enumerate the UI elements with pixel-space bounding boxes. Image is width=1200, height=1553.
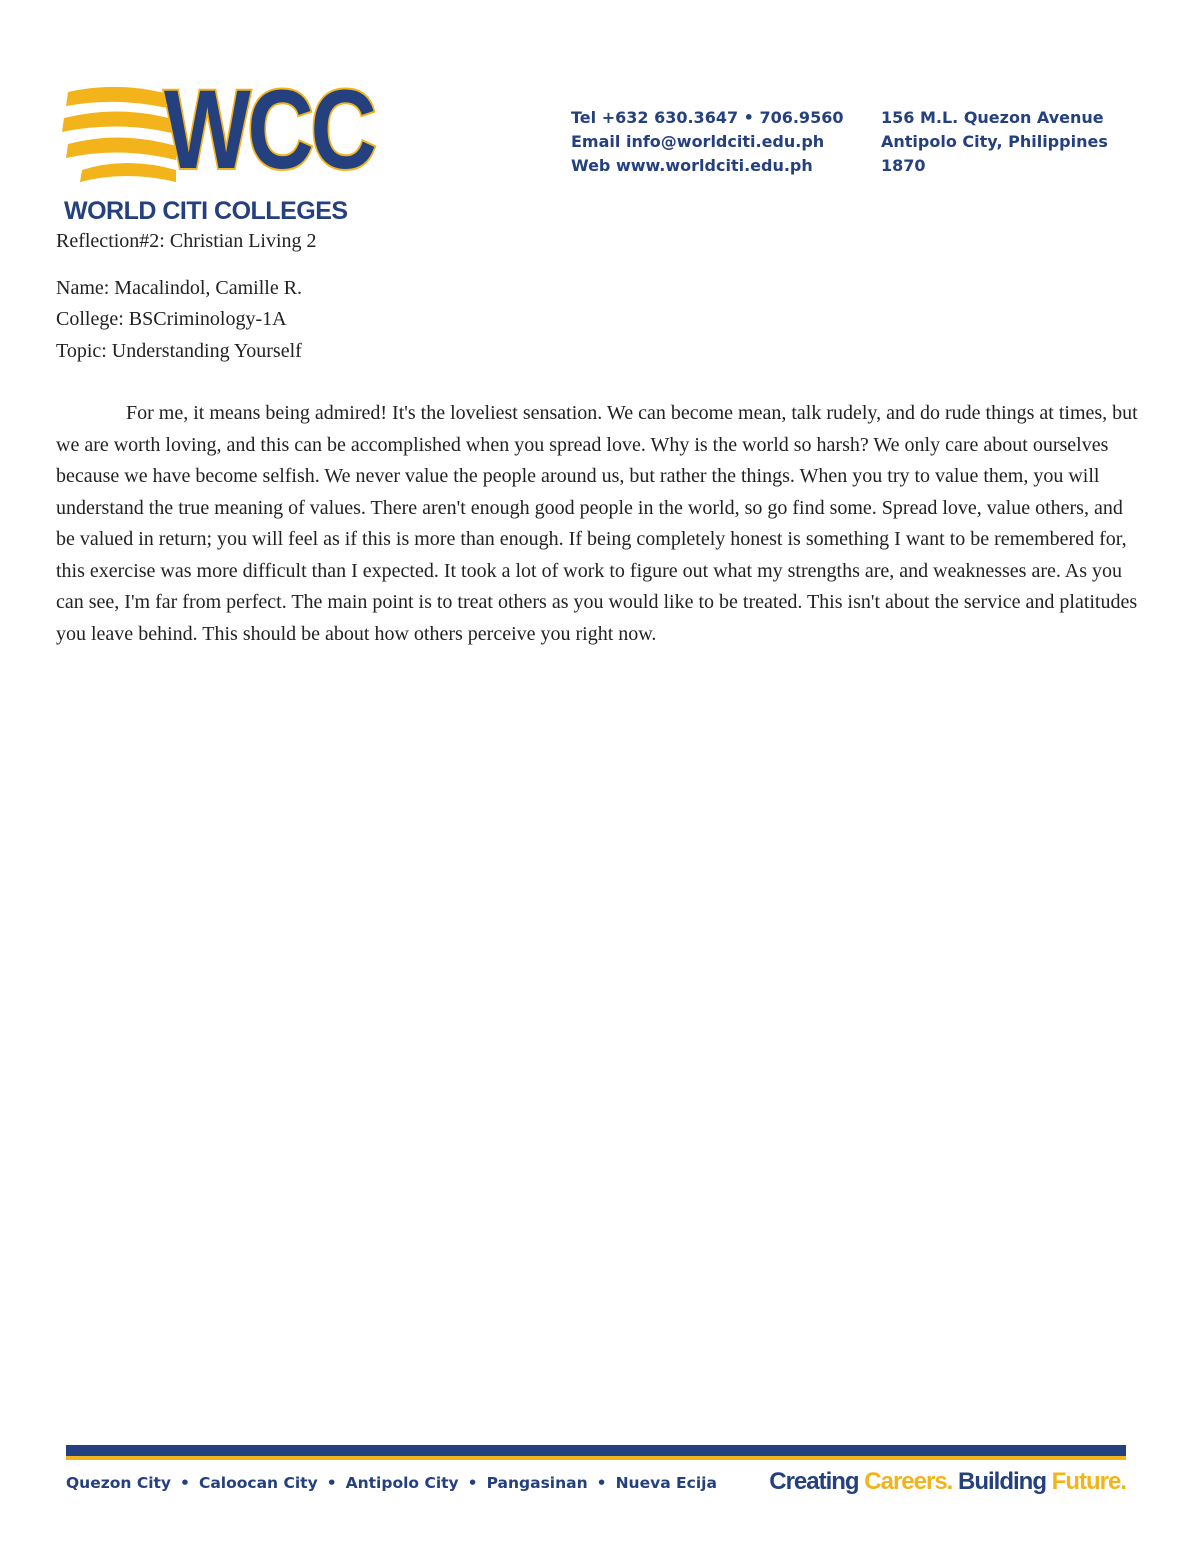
college-slogan [769,1468,1126,1496]
location-item: Antipolo City [345,1474,459,1492]
reflection-body: For me, it means being admired! It's the loveliest sensation. We can become mean, talk rudely, and do rude things at times, but we are worth loving, and this can be accomplished when you spread love. Why is the world so harsh? We only care about ourselves because we have become selfish. We never value the people around us, but rather the things. When you try to value them, you will understand the true meaning of values. There aren't enough good people in the world, so go find some. Spread love, value others, and be valued in return; you will feel as if this is more than enough. If being completely honest is something I want to be remembered for, this exercise was more difficult than I expected. It took a lot of work to figure out what my strengths are, and weaknesses are. As you can see, I'm far from perfect. The main point is to treat others as you would like to be treated. This isn't about the service and platitudes you leave behind. This should be about how others perceive you right now. [56,402,1138,645]
address-line-2: Antipolo City, Philippines [881,132,1108,151]
location-item: Caloocan City [198,1474,318,1492]
campus-locations [66,1474,717,1492]
tel-line [571,106,843,130]
web-label: Web [571,156,611,175]
address-info [881,106,1108,178]
slogan-building: Building [958,1468,1046,1495]
address-line-3: 1870 [881,156,926,175]
location-item: Pangasinan [486,1474,588,1492]
web-line [571,154,843,178]
bullet-separator: • [596,1474,607,1492]
slogan-careers: Careers. [864,1468,953,1495]
footer-divider [66,1445,1126,1461]
student-college: College: BSCriminology-1A [56,308,287,330]
student-name: Name: Macalindol, Camille R. [56,276,303,299]
tel-label: Tel [571,108,597,127]
slogan-future: Future. [1051,1468,1126,1495]
email-line [571,130,843,154]
email-label: Email [571,132,621,151]
document-topic: Topic: Understanding Yourself [56,339,302,362]
college-logo [60,67,374,229]
footer-divider-blue [66,1445,1126,1456]
address-line-1: 156 M.L. Quezon Avenue [881,108,1104,127]
college-name: WORLD CITI COLLEGES [64,197,348,225]
slogan-creating: Creating [769,1468,859,1495]
footer-divider-gold [66,1456,1126,1460]
bullet-separator: • [326,1474,337,1492]
web-value[interactable]: www.worldciti.edu.ph [615,156,813,175]
email-value[interactable]: info@worldciti.edu.ph [625,132,825,151]
location-item: Quezon City [66,1474,172,1492]
contact-info [571,106,843,178]
location-item: Nueva Ecija [615,1474,717,1492]
logo-letters: WCC [164,67,374,192]
bullet-separator: • [467,1474,478,1492]
bullet-separator: • [180,1474,190,1492]
tel-value: +632 630.3647 • 706.9560 [601,108,844,127]
document-title: Reflection#2: Christian Living 2 [56,230,317,252]
document-content [56,226,1140,650]
logo-stripes-icon [60,84,180,194]
